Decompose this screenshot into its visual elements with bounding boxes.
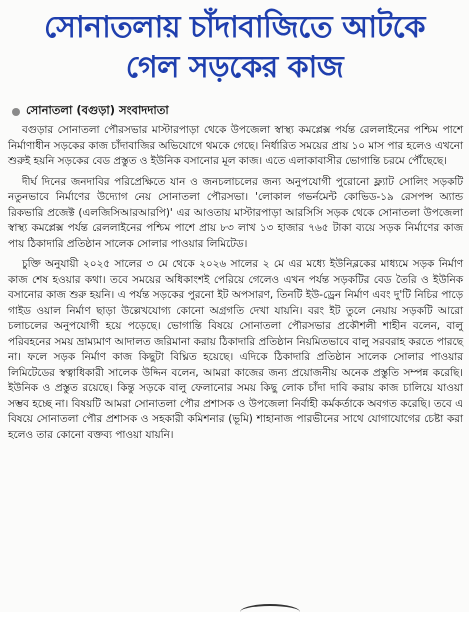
byline-text: সোনাতলা (বগুড়া) সংবাদদাতা: [26, 103, 169, 117]
headline-line-1: সোনাতলায় চাঁদাবাজিতে আটকে: [43, 10, 426, 45]
article-body: [0, 123, 469, 443]
paragraph-1: বগুড়ার সোনাতলা পৌরসভার মাস্টারপাড়া থেকে উপজেলা স্বাস্থ্য কমপ্লেক্স পর্যন্ত রেললাইনের পশ্চিম পাশে নির্মাণাধীন সড়কের কাজ চাঁদাবাজির অভিযোগে থমকে গেছে। নির্ধারিত সময়ের প্রায় ১০ মাস পার হলেও এখনো শুরুই হয়নি সড়কের বেড প্রস্তুত ও ইউনিক বসানোর মূল কাজ। এতে এলাকাবাসীর ভোগান্তি চরমে পৌঁছেছে।: [8, 124, 463, 167]
paragraph-2: দীর্ঘ দিনের জনদাবির পরিপ্রেক্ষিতে যান ও জনচলাচলের জন্য অনুপযোগী পুরোনো ফ্ল্যাট সোলিং সড়কটি নতুনভাবে নির্মাণের উদ্যোগ নেয় সোনাতলা পৌরসভা। 'লোকাল গভর্নমেন্ট কোভিড-১৯ রেসপন্স অ্যান্ড রিকভারি প্রজেক্ট (এলজিসিআরআরপি)' এর আওতায় মাস্টারপাড়া আরসিসি সড়ক থেকে সোনাতলা উপজেলা স্বাস্থ্য কমপ্লেক্স পর্যন্ত রেললাইনের পশ্চিম পাশে প্রায় ৮৩ লাখ ১৩ হাজার ৭৬৫ টাকা ব্যয়ে সড়ক নির্মাণের কাজ পায় ঠিকাদারি প্রতিষ্ঠান সালেক সোলার পাওয়ার লিমিটেড।: [8, 175, 463, 250]
headline-line-2: গেল সড়কের কাজ: [125, 50, 344, 85]
paragraph-3: চুক্তি অনুযায়ী ২০২৫ সালের ৩ মে থেকে ২০২৬ সালের ২ মে এর মধ্যে ইউনিব্লকের মাধ্যমে সড়ক নির্মাণ কাজ শেষ হওয়ার কথা। তবে সময়ের অধিকাংশই পেরিয়ে গেলেও এখন পর্যন্ত সড়কটির বেড তৈরি ও ইউনিক বসানোর কাজ শুরু হয়নি। এ পর্যন্ত সড়কের পুরনো ইট অপসারণ, তিনটি ইউ-ড্রেন নির্মাণ এবং দু'টি নিচির পাড়ে গাইড ওয়াল নির্মাণ ছাড়া উল্লেখযোগ্য কোনো অগ্রগতি দেখা যায়নি। বরং ইট তুলে নেয়ায় সড়কটি আরো চলাচলের অনুপযোগী হয়ে পড়েছে। ভোগান্তি বিষয়ে সোনাতলা পৌরসভার প্রকৌশলী শাহীন বলেন, বালু পরিবহনের সময় ভ্রাম্যমাণ আদালত জরিমানা করায় ঠিকাদারি প্রতিষ্ঠান নিয়মিতভাবে বালু সরবরাহ করতে পারছে না। ফলে সড়ক নির্মাণ কাজ কিছুটা বিঘ্নিত হয়েছে। এদিকে ঠিকাদারি প্রতিষ্ঠান সালেক সোলার পাওয়ার লিমিটেডের স্বত্বাধিকারী সালেক উদ্দিন বলেন, আমরা কাজের জন্য প্রয়োজনীয় অনেক প্রস্তুতি সম্পন্ন করেছি। ইউনিক ও প্রস্তুত রয়েছে। কিন্তু সড়কে বালু ফেলানোর সময় কিছু লোক চাঁদা দাবি করায় কাজ চালিয়ে যাওয়া সম্ভব হচ্ছে না। বিষয়টি আমরা সোনাতলা পৌর প্রশাসক ও উপজেলা নির্বাহী কর্মকর্তাকে অবগত করেছি। তবে এ বিষয়ে সোনাতলা পৌর প্রশাসক ও সহকারী কমিশনার (ভূমি) শাহানাজ পারভীনের সাথে যোগাযোগের চেষ্টা করা হলেও তার কোনো বক্তব্য পাওয়া যায়নি।: [8, 258, 463, 441]
bullet-icon: [12, 108, 20, 116]
headline: [0, 0, 469, 88]
cutoff-mark: [240, 604, 300, 620]
byline: [12, 102, 469, 121]
